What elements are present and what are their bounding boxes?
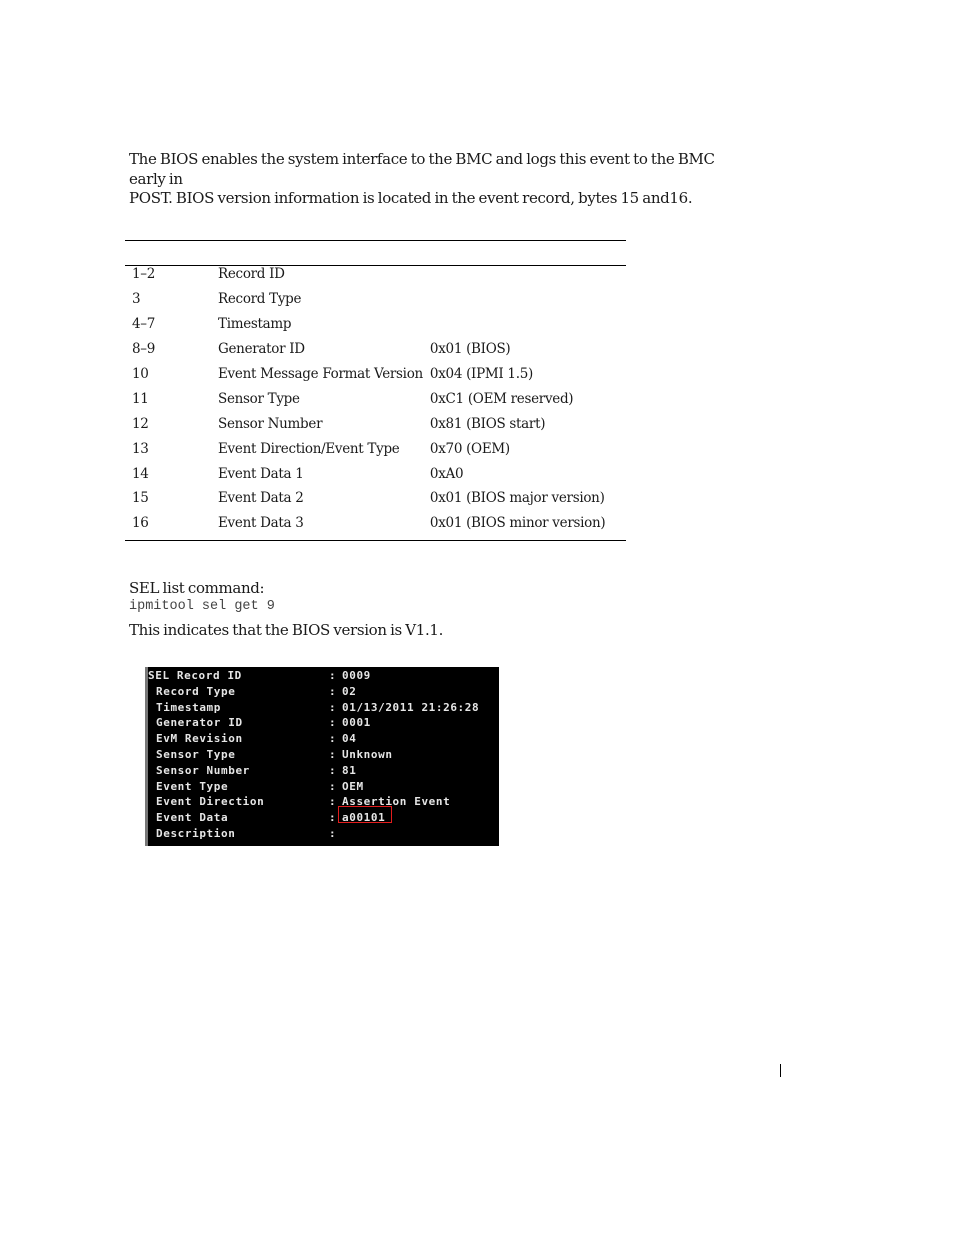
console-field-name: Event Direction bbox=[156, 795, 265, 809]
console-row bbox=[148, 826, 499, 842]
table-cell-field: Record Type bbox=[218, 291, 302, 308]
console-field-name: Description bbox=[156, 827, 236, 840]
table-row bbox=[125, 262, 626, 287]
table-cell-byte: 1–2 bbox=[132, 266, 156, 283]
table-cell-value: 0x70 (OEM) bbox=[429, 440, 510, 457]
console-colon: : bbox=[329, 748, 337, 761]
table-cell-field: Event Data 2 bbox=[218, 490, 304, 507]
table-row bbox=[125, 362, 626, 387]
table-cell-field: Generator ID bbox=[218, 341, 305, 358]
table-row bbox=[125, 511, 626, 536]
console-field-value: a00101 bbox=[342, 811, 386, 825]
table-cell-byte: 8–9 bbox=[132, 341, 156, 358]
table-row bbox=[125, 386, 626, 411]
table-cell-field: Event Data 1 bbox=[218, 465, 304, 482]
console-colon: : bbox=[329, 811, 337, 825]
table-cell-value bbox=[423, 312, 626, 337]
console-row bbox=[148, 779, 499, 795]
table-cell-field: Event Data 3 bbox=[218, 515, 304, 532]
console-colon: : bbox=[329, 700, 337, 714]
table-top-rule bbox=[125, 240, 626, 241]
ipmitool-command: ipmitool sel get 9 bbox=[129, 599, 275, 614]
console-field-name: EvM Revision bbox=[156, 732, 243, 746]
table-cell-value: 0x04 (IPMI 1.5) bbox=[429, 366, 533, 382]
page-marker bbox=[780, 1064, 781, 1077]
table-cell-field: Event Direction/Event Type bbox=[218, 440, 400, 457]
table-cell-byte: 3 bbox=[132, 291, 141, 308]
console-field-value: Assertion Event bbox=[342, 795, 451, 809]
table-row bbox=[125, 312, 626, 337]
table-bottom-rule bbox=[125, 540, 626, 541]
sel-command-label: SEL list command: bbox=[129, 579, 265, 597]
event-record-table bbox=[125, 262, 626, 536]
table-cell-byte: 15 bbox=[132, 490, 149, 507]
console-field-name: SEL Record ID bbox=[148, 669, 242, 682]
intro-line-1: The BIOS enables the system interface to the BMC and logs this event to the BMC early in bbox=[129, 150, 715, 188]
table-cell-byte: 16 bbox=[132, 515, 149, 532]
table-cell-field: Sensor Number bbox=[218, 415, 323, 432]
console-colon: : bbox=[329, 716, 337, 730]
table-cell-byte: 11 bbox=[132, 390, 149, 407]
console-colon: : bbox=[329, 732, 337, 746]
table-cell-field: Record ID bbox=[218, 266, 285, 283]
table-cell-field: Event Message Format Version bbox=[218, 366, 423, 382]
console-row bbox=[148, 794, 499, 810]
console-row bbox=[148, 668, 499, 684]
table-row bbox=[125, 436, 626, 461]
console-field-value: 0009 bbox=[342, 669, 371, 682]
table-row bbox=[125, 486, 626, 511]
table-row bbox=[125, 287, 626, 312]
console-row bbox=[148, 684, 499, 700]
bios-version-conclusion: This indicates that the BIOS version is V1.1. bbox=[129, 621, 443, 639]
console-field-name: Event Type bbox=[156, 779, 229, 793]
table-cell-value: 0xC1 (OEM reserved) bbox=[429, 390, 574, 407]
table-cell-value: 0x01 (BIOS minor version) bbox=[429, 515, 606, 532]
console-colon: : bbox=[329, 827, 337, 840]
table-cell-byte: 10 bbox=[132, 366, 149, 382]
console-field-name: Sensor Type bbox=[156, 748, 236, 761]
table-cell-value: 0x01 (BIOS major version) bbox=[429, 490, 605, 507]
table-row bbox=[125, 411, 626, 436]
console-field-name: Event Data bbox=[156, 811, 229, 825]
console-field-value: 02 bbox=[342, 684, 357, 698]
console-field-name: Record Type bbox=[156, 684, 236, 698]
table-cell-byte: 12 bbox=[132, 415, 149, 432]
console-field-value: 81 bbox=[342, 763, 357, 777]
console-row bbox=[148, 715, 499, 731]
console-field-value: 01/13/2011 21:26:28 bbox=[342, 700, 480, 714]
table-cell-byte: 4–7 bbox=[132, 316, 156, 333]
table-cell-byte: 14 bbox=[132, 465, 149, 482]
table-cell-value bbox=[423, 262, 626, 287]
console-field-value: OEM bbox=[342, 779, 364, 793]
table-cell-value bbox=[423, 287, 626, 312]
table-cell-field: Sensor Type bbox=[218, 390, 300, 407]
console-colon: : bbox=[329, 669, 337, 682]
table-cell-byte: 13 bbox=[132, 440, 149, 457]
table-row bbox=[125, 337, 626, 362]
console-row bbox=[148, 747, 499, 763]
console-field-name: Sensor Number bbox=[156, 763, 250, 777]
console-row bbox=[148, 763, 499, 779]
console-field-value: 0001 bbox=[342, 716, 371, 730]
console-field-name: Timestamp bbox=[156, 700, 222, 714]
intro-line-2: POST. BIOS version information is located in the event record, bytes 15 and16. bbox=[129, 189, 693, 207]
sel-console-screenshot bbox=[145, 667, 499, 846]
event-data-highlight-box bbox=[338, 806, 392, 823]
console-row bbox=[148, 731, 499, 747]
table-cell-field: Timestamp bbox=[218, 316, 292, 333]
console-field-name: Generator ID bbox=[156, 716, 243, 730]
console-field-value: 04 bbox=[342, 732, 357, 746]
table-cell-value: 0x81 (BIOS start) bbox=[429, 415, 546, 432]
table-cell-value: 0xA0 bbox=[429, 465, 464, 482]
console-colon: : bbox=[329, 684, 337, 698]
console-field-value: Unknown bbox=[342, 748, 393, 761]
console-row bbox=[148, 810, 499, 826]
console-row bbox=[148, 700, 499, 716]
table-cell-value: 0x01 (BIOS) bbox=[429, 341, 511, 358]
intro-paragraph bbox=[129, 150, 729, 209]
console-colon: : bbox=[329, 795, 337, 809]
console-colon: : bbox=[329, 779, 337, 793]
table-row bbox=[125, 461, 626, 486]
console-colon: : bbox=[329, 763, 337, 777]
